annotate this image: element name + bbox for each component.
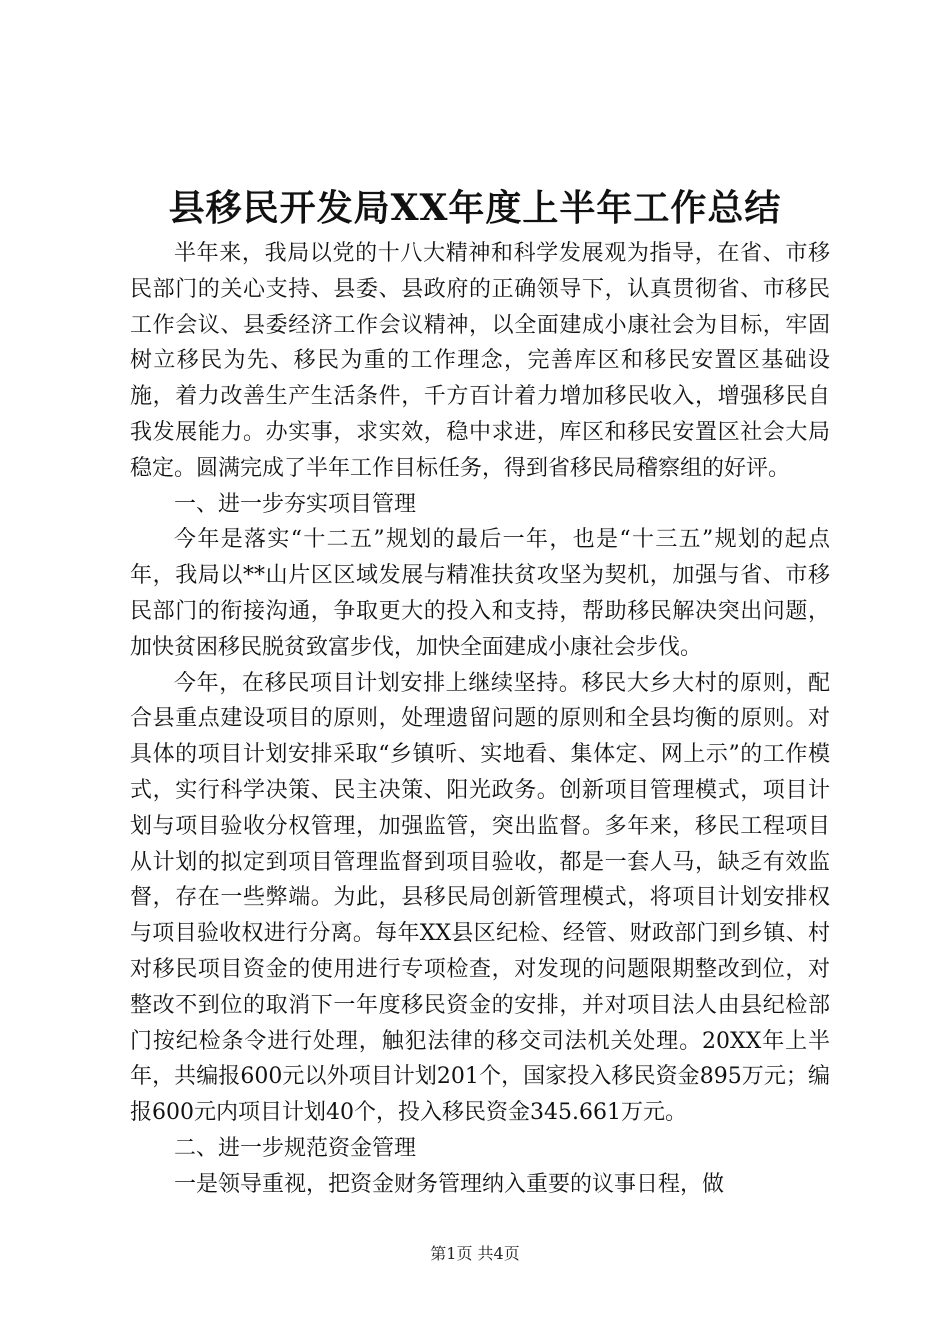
paragraph-intro: 半年来，我局以党的十八大精神和科学发展观为指导，在省、市移民部门的关心支持、县委、县政府的正确领导下，认真贯彻省、市移民工作会议、县委经济工作会议精神，以全面建成小康社会为目标，牢固树立移民为先、移民为重的工作理念，完善库区和移民安置区基础设施，着力改善生产生活条件，千方百计着力增加移民收入，增强移民自我发展能力。办实事，求实效，稳中求进，库区和移民安置区社会大局稳定。圆满完成了半年工作目标任务，得到省移民局稽察组的好评。 — [130, 241, 830, 481]
section-heading-1: 一、进一步夯实项目管理 — [174, 491, 417, 517]
document-body — [130, 236, 830, 1203]
section-heading-2: 二、进一步规范资金管理 — [174, 1135, 417, 1161]
document-title: 县移民开发局XX年度上半年工作总结 — [168, 187, 782, 229]
paragraph-project-management: 今年，在移民项目计划安排上继续坚持。移民大乡大村的原则，配合县重点建设项目的原则，处理遗留问题的原则和全县均衡的原则。对具体的项目计划安排采取“乡镇听、实地看、集体定、网上示”的工作模式，实行科学决策、民主决策、阳光政务。创新项目管理模式，项目计划与项目验收分权管理，加强监管，突出监督。多年来，移民工程项目从计划的拟定到项目管理监督到项目验收，都是一套人马，缺乏有效监督，存在一些弊端。为此，县移民局创新管理模式，将项目计划安排权与项目验收权进行分离。每年XX县区纪检、经管、财政部门到乡镇、村对移民项目资金的使用进行专项检查，对发现的问题限期整改到位，对整改不到位的取消下一年度移民资金的安排，并对项目法人由县纪检部门按纪检条令进行处理，触犯法律的移交司法机关处理。20XX年上半年，共编报600元以外项目计划201个，国家投入移民资金895万元；编报600元内项目计划40个，投入移民资金345.661万元。 — [130, 670, 830, 1126]
paragraph-plan: 今年是落实“十二五”规划的最后一年，也是“十三五”规划的起点年，我局以**山片区区域发展与精准扶贫攻坚为契机，加强与省、市移民部门的衔接沟通，争取更大的投入和支持，帮助移民解决突出问题，加快贫困移民脱贫致富步伐，加快全面建成小康社会步伐。 — [130, 527, 830, 660]
page-number-footer: 第1页 共4页 — [430, 1244, 520, 1263]
paragraph-fund-management: 一是领导重视，把资金财务管理纳入重要的议事日程，做 — [174, 1171, 725, 1197]
